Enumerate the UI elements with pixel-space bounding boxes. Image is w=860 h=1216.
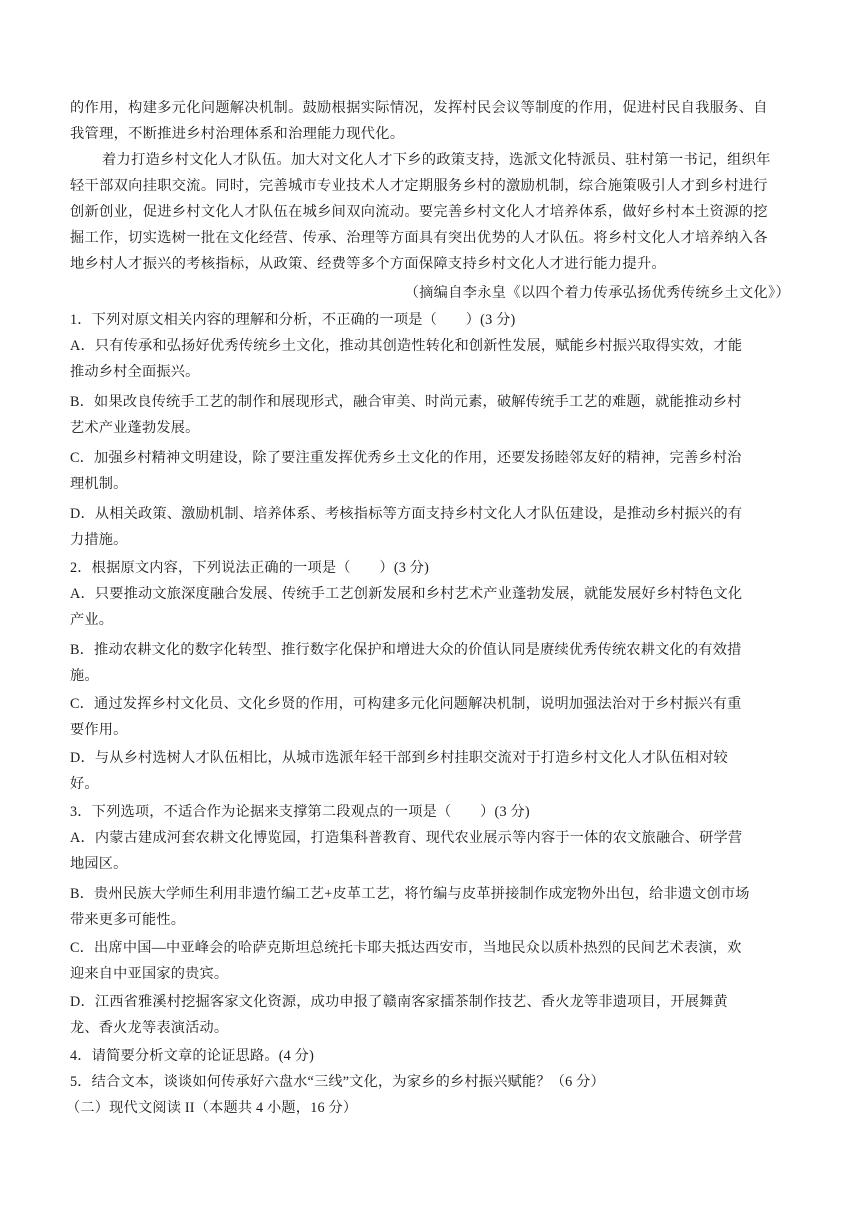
option-c: C．出席中国—中亚峰会的哈萨克斯坦总统托卡耶夫抵达西安市，当地民众以质朴热烈的民间艺术表演，欢 (70, 940, 742, 956)
option-d-cont: 好。 (70, 776, 99, 792)
passage-line: 掘工作，切实选树一批在文化经营、传承、治理等方面具有突出优势的人才队伍。将乡村文化人才培养纳入各 (70, 230, 768, 246)
option-d: D．从相关政策、激励机制、培养体系、考核指标等方面支持乡村文化人才队伍建设，是推动乡村振兴的有 (70, 506, 743, 522)
option-a-cont: 推动乡村全面振兴。 (70, 364, 200, 380)
option-b-cont: 施。 (70, 668, 99, 684)
option-c: C．加强乡村精神文明建设，除了要注重发挥优秀乡土文化的作用，还要发扬睦邻友好的精神，完善乡村治 (70, 450, 742, 466)
passage-line: 着力打造乡村文化人才队伍。加大对文化人才下乡的政策支持，选派文化特派员、驻村第一书记，组织年 (102, 152, 771, 168)
question-stem: 3．下列选项，不适合作为论据来支撑第二段观点的一项是（ ）(3 分) (70, 804, 530, 820)
option-a-cont: 产业。 (70, 612, 114, 628)
option-c-cont: 迎来自中亚国家的贵宾。 (70, 966, 229, 982)
passage-line: 地乡村人才振兴的考核指标，从政策、经费等多个方面保障支持乡村文化人才进行能力提升。 (70, 256, 667, 272)
option-c-cont: 理机制。 (70, 476, 128, 492)
option-a: A．只要推动文旅深度融合发展、传统手工艺创新发展和乡村艺术产业蓬勃发展，就能发展好乡村特色文化 (70, 586, 743, 602)
question-stem: 1．下列对原文相关内容的理解和分析，不正确的一项是（ ）(3 分) (70, 312, 516, 328)
option-b: B．如果改良传统手工艺的制作和展现形式，融合审美、时尚元素，破解传统手工艺的难题，就能推动乡村 (70, 394, 742, 410)
option-d-cont: 龙、香火龙等表演活动。 (70, 1020, 229, 1036)
option-a: A．内蒙古建成河套农耕文化博览园，打造集科普教育、现代农业展示等内容于一体的农文旅融合、研学营 (70, 830, 743, 846)
passage-line: 轻干部双向挂职交流。同时，完善城市专业技术人才定期服务乡村的激励机制，综合施策吸引人才到乡村进行 (70, 178, 768, 194)
option-b-cont: 带来更多可能性。 (70, 912, 186, 928)
option-b: B．推动农耕文化的数字化转型、推行数字化保护和增进大众的价值认同是赓续优秀传统农耕文化的有效措 (70, 642, 742, 658)
question-5: 5．结合文本，谈谈如何传承好六盘水“三线”文化，为家乡的乡村振兴赋能？（6 分） (70, 1074, 605, 1090)
option-d: D．与从乡村选树人才队伍相比，从城市选派年轻干部到乡村挂职交流对于打造乡村文化人才队伍相对较 (70, 750, 728, 766)
passage-line: 的作用，构建多元化问题解决机制。鼓励根据实际情况，发挥村民会议等制度的作用，促进村民自我服务、自 (70, 100, 768, 116)
passage-line: 我管理，不断推进乡村治理体系和治理能力现代化。 (70, 126, 405, 142)
option-c-cont: 要作用。 (70, 722, 128, 738)
section-heading: （二）现代文阅读 II（本题共 4 小题，16 分） (66, 1100, 358, 1116)
option-a-cont: 地园区。 (70, 856, 128, 872)
option-a: A．只有传承和弘扬好优秀传统乡土文化，推动其创造性转化和创新性发展，赋能乡村振兴取得实效，才能 (70, 338, 743, 354)
passage-line: 创新创业，促进乡村文化人才队伍在城乡间双向流动。要完善乡村文化人才培养体系，做好乡村本土资源的挖 (70, 204, 768, 220)
option-c: C．通过发挥乡村文化员、文化乡贤的作用，可构建多元化问题解决机制，说明加强法治对于乡村振兴有重 (70, 696, 742, 712)
option-b-cont: 艺术产业蓬勃发展。 (70, 420, 200, 436)
option-d-cont: 力措施。 (70, 532, 128, 548)
passage-source: （摘编自李永皇《以四个着力传承弘扬优秀传统乡土文化》） (404, 285, 790, 301)
question-stem: 2．根据原文内容，下列说法正确的一项是（ ）(3 分) (70, 560, 430, 576)
option-d: D．江西省雅溪村挖掘客家文化资源，成功申报了赣南客家擂茶制作技艺、香火龙等非遗项目，开展舞黄 (70, 994, 728, 1010)
option-b: B．贵州民族大学师生利用非遗竹编工艺+皮革工艺，将竹编与皮革拼接制作成宠物外出包，给非遗文创市场 (70, 886, 750, 902)
question-4: 4．请简要分析文章的论证思路。(4 分) (70, 1048, 314, 1064)
